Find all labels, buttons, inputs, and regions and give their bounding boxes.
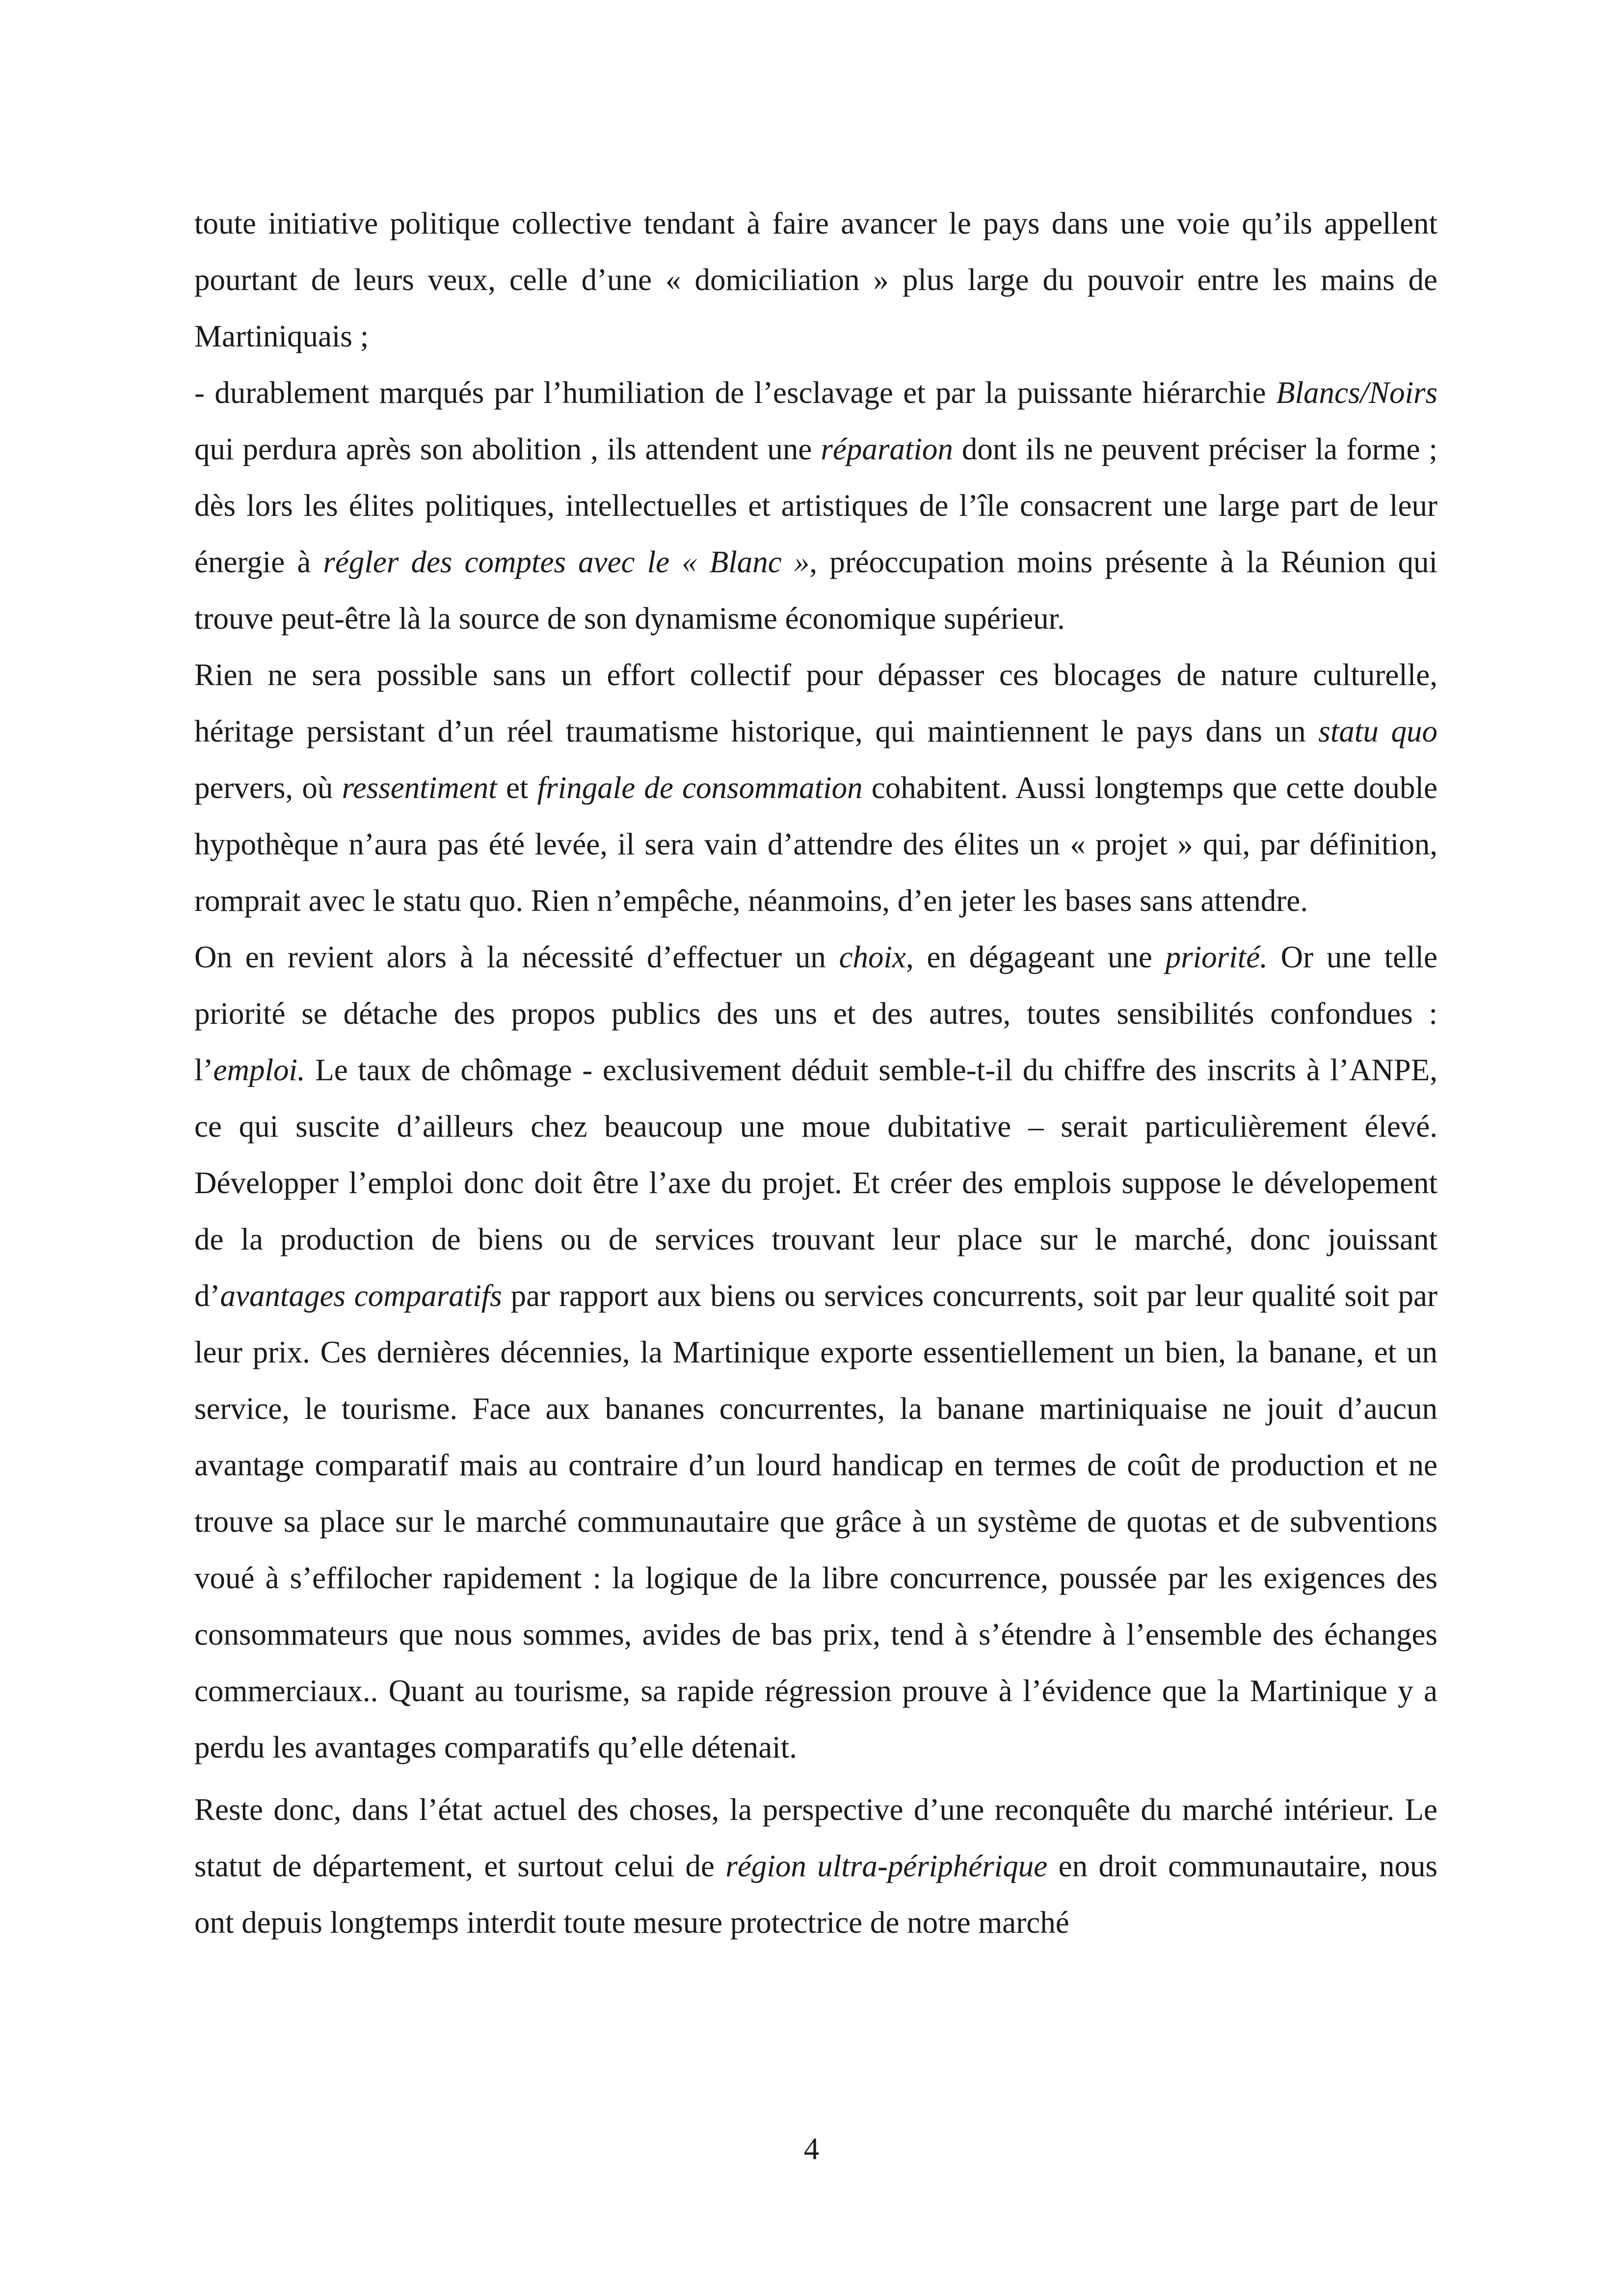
paragraph-on-en-revient (194, 929, 1437, 1776)
text-run: en droit communautaire, nous ont depuis longtemps interdit toute mesure protectrice de notre marché (194, 1849, 1437, 1940)
text-run: , préoccupation moins présente à la Réunion qui trouve peut-être là la source de son dynamisme économique supérieur. (194, 545, 1437, 636)
italic-text: fringale de consommation (537, 771, 863, 805)
italic-text: ressentiment (342, 771, 497, 805)
italic-text: réparation (821, 432, 953, 466)
page-number: 4 (803, 2132, 820, 2166)
paragraph-continuation (194, 195, 1437, 365)
text-run: par rapport aux biens ou services concurrents, soit par leur qualité soit par leur prix. Ces dernières décennies, la Martinique exporte essentiellement un bien, la banane, et un service, le tourisme. Face aux bananes concurrentes, la banane martiniquaise ne jouit d’aucun avantage comparatif mais au contraire d’un lourd handicap en termes de coût de production et ne trouve sa place sur le marché communautaire que grâce à un système de quotas et de subventions voué à s’effilocher rapidement : la logique de la libre concurrence, poussée par les exigences des consommateurs que nous sommes, avides de bas prix, tend à s’étendre à l’ensemble des échanges commerciaux.. Quant au tourisme, sa rapide régression prouve à l’évidence que la Martinique y a perdu les avantages comparatifs qu’elle détenait. (194, 1279, 1437, 1764)
text-run: Le taux de chômage - exclusivement déduit semble-t-il du chiffre des inscrits à l’ANPE, ce qui suscite d’ailleurs chez beaucoup une moue dubitative – serait particulièrement élevé. Développer l’emploi donc doit être l’axe du projet. Et créer des emplois suppose le dévelopement de la production de biens ou de services trouvant leur place sur le marché, donc jouissant d’ (194, 1053, 1437, 1313)
text-run: qui perdura après son abolition , ils attendent une (194, 432, 821, 466)
text-run: pervers, où (194, 771, 342, 805)
italic-text: emploi. (213, 1053, 305, 1087)
text-run: Or une telle priorité se détache des propos publics des uns et des autres, toutes sensibilités confondues : l’ (194, 940, 1438, 1087)
italic-text: choix (839, 940, 906, 974)
italic-text: Blancs/Noirs (1276, 375, 1437, 410)
text-run: On en revient alors à la nécessité d’effectuer un (194, 940, 839, 974)
italic-text: priorité. (1165, 940, 1268, 974)
text-run: et (497, 771, 537, 805)
document-body (194, 195, 1437, 1951)
text-run: Reste donc, dans l’état actuel des choses, la perspective d’une reconquête du marché intérieur. Le statut de département, et surtout celui de (194, 1792, 1437, 1883)
text-run: toute initiative politique collective tendant à faire avancer le pays dans une voie qu’ils appellent pourtant de leurs veux, celle d’une « domiciliation » plus large du pouvoir entre les mains de Martiniquais ; (194, 206, 1437, 353)
text-run: Rien ne sera possible sans un effort collectif pour dépasser ces blocages de nature culturelle, héritage persistant d’un réel traumatisme historique, qui maintiennent le pays dans un (194, 658, 1437, 748)
paragraph-rien-ne-sera (194, 647, 1437, 929)
italic-text: statu quo (1318, 714, 1437, 748)
text-run: dont ils ne peuvent préciser la forme ; dès lors les élites politiques, intellectuelles et artistiques de l’île consacrent une large part de leur énergie à (194, 432, 1438, 579)
paragraph-list-item (194, 365, 1437, 647)
italic-text: région ultra-périphérique (725, 1849, 1048, 1883)
text-run: cohabitent. Aussi longtemps que cette double hypothèque n’aura pas été levée, il sera vain d’attendre des élites un « projet » qui, par définition, romprait avec le statu quo. Rien n’empêche, néanmoins, d’en jeter les bases sans attendre. (194, 771, 1437, 918)
italic-text: régler des comptes avec le « Blanc » (323, 545, 810, 579)
text-run: , en dégageant une (906, 940, 1166, 974)
paragraph-reste-donc (194, 1782, 1437, 1951)
italic-text: avantages comparatifs (220, 1279, 502, 1313)
text-run: - durablement marqués par l’humiliation de l’esclavage et par la puissante hiérarchie (194, 375, 1276, 410)
